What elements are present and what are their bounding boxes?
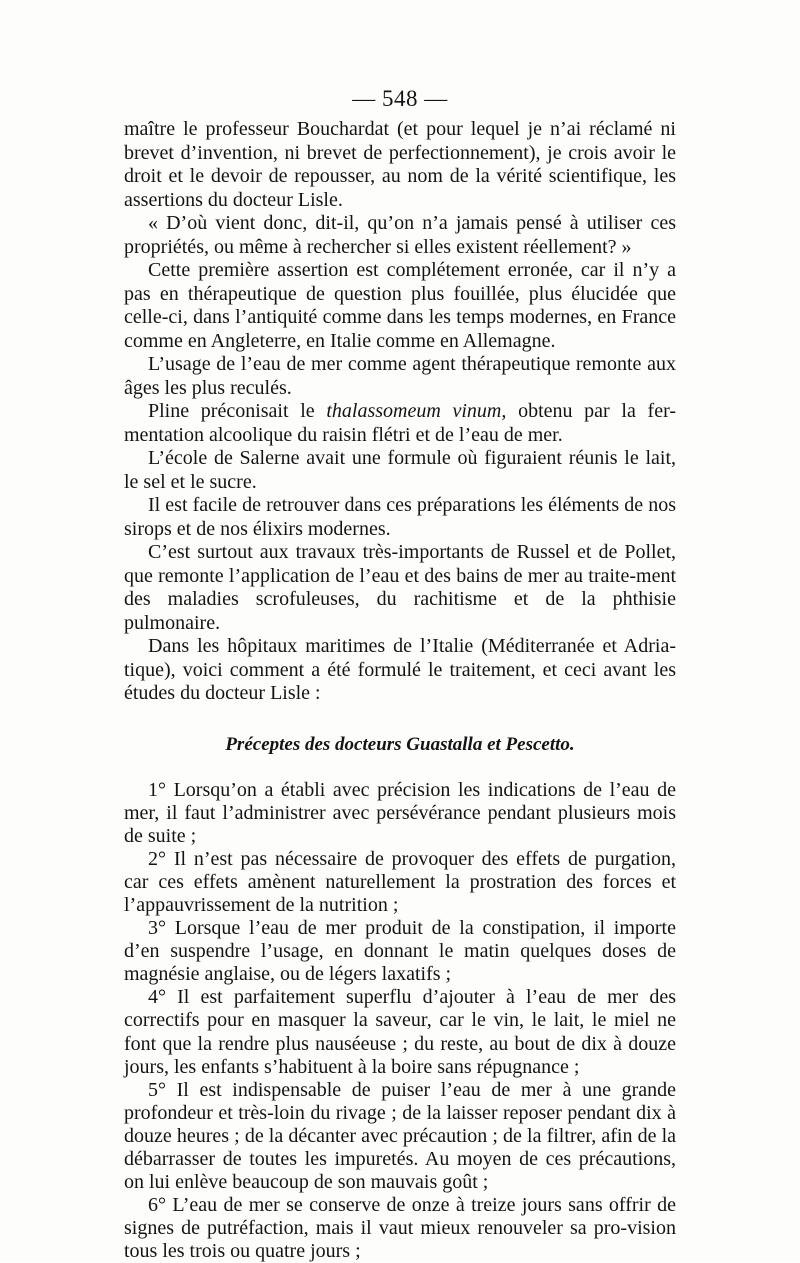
precept-number: 2° bbox=[148, 848, 166, 870]
precept-text: Il est indispensable de puiser l’eau de mer à une grande profondeur et très-loin du rivage ; de la laisser reposer pendant dix à douze heures ; de la décanter avec précaution ; de la filtrer, afin de la débarrasser de toutes les impuretés. Au moyen de ces précautions, on lui enlève beaucoup de son mauvais goût ; bbox=[124, 1079, 676, 1193]
precept-number: 4° bbox=[148, 986, 166, 1008]
paragraph: Cette première assertion est complétement erronée, car il n’y a pas en thérapeutique de question plus fouillée, plus élucidée que celle-ci, dans l’antiquité comme dans les temps modernes, en France comme en Angleterre, en Italie comme en Allemagne. bbox=[124, 259, 676, 353]
precept-item bbox=[124, 986, 676, 1078]
paragraph: « D’où vient donc, dit-il, qu’on n’a jamais pensé à utiliser ces propriétés, ou même à rechercher si elles existent réellement? » bbox=[124, 212, 676, 259]
precept-text: L’eau de mer se conserve de onze à treize jours sans offrir de signes de putréfaction, mais il vaut mieux renouveler sa pro-vision tous les trois ou quatre jours ; bbox=[124, 1194, 676, 1262]
precept-number: 5° bbox=[148, 1079, 166, 1101]
paragraph: Dans les hôpitaux maritimes de l’Italie (Méditerranée et Adria-tique), voici comment a été formulé le traitement, et ceci avant les études du docteur Lisle : bbox=[124, 635, 676, 706]
section-title: Préceptes des docteurs Guastalla et Pescetto. bbox=[124, 733, 676, 757]
paragraph: maître le professeur Bouchardat (et pour lequel je n’ai réclamé ni brevet d’invention, ni brevet de perfectionnement), je crois avoir le droit et le devoir de repousser, au nom de la vérité scientifique, les assertions du docteur Lisle. bbox=[124, 118, 676, 212]
pline-italic-term: thalassomeum vinum, bbox=[326, 400, 506, 422]
body-text bbox=[124, 118, 676, 1263]
page-number: — 548 — bbox=[0, 84, 800, 114]
precept-item bbox=[124, 917, 676, 986]
precept-text: Il est parfaitement superflu d’ajouter à l’eau de mer des correctifs pour en masquer la saveur, car le vin, le lait, le miel ne font que la rendre plus nauséeuse ; du reste, au bout de dix à douze jours, les enfants s’habituent à la boire sans répugnance ; bbox=[124, 986, 676, 1077]
paragraph: Il est facile de retrouver dans ces préparations les éléments de nos sirops et de nos élixirs modernes. bbox=[124, 494, 676, 541]
paragraph: L’école de Salerne avait une formule où figuraient réunis le lait, le sel et le sucre. bbox=[124, 447, 676, 494]
precept-item bbox=[124, 1079, 676, 1194]
precept-text: Lorsque l’eau de mer produit de la constipation, il importe d’en suspendre l’usage, en donnant le matin quelques doses de magnésie anglaise, ou de légers laxatifs ; bbox=[124, 917, 676, 985]
precept-item bbox=[124, 848, 676, 917]
precept-number: 6° bbox=[148, 1194, 166, 1216]
pline-text-before: Pline préconisait le bbox=[148, 400, 326, 422]
pline-text-after: obtenu par la fer-mentation alcoolique du raisin flétri et de l’eau de mer. bbox=[124, 400, 676, 446]
precept-text: Lorsqu’on a établi avec précision les indications de l’eau de mer, il faut l’administrer avec persévérance pendant plusieurs mois de suite ; bbox=[124, 779, 676, 847]
paragraph: C’est surtout aux travaux très-importants de Russel et de Pollet, que remonte l’application de l’eau et des bains de mer au traite-ment des maladies scrofuleuses, du rachitisme et de la phthisie pulmonaire. bbox=[124, 541, 676, 635]
precept-number: 3° bbox=[148, 917, 166, 939]
precepts-list bbox=[124, 779, 676, 1263]
paragraph: L’usage de l’eau de mer comme agent thérapeutique remonte aux âges les plus reculés. bbox=[124, 353, 676, 400]
paragraph-pline bbox=[124, 400, 676, 447]
precept-text: Il n’est pas nécessaire de provoquer des effets de purgation, car ces effets amènent naturellement la prostration des forces et l’appauvrissement de la nutrition ; bbox=[124, 848, 676, 916]
precept-number: 1° bbox=[148, 779, 166, 801]
precept-item bbox=[124, 779, 676, 848]
precept-item bbox=[124, 1194, 676, 1263]
